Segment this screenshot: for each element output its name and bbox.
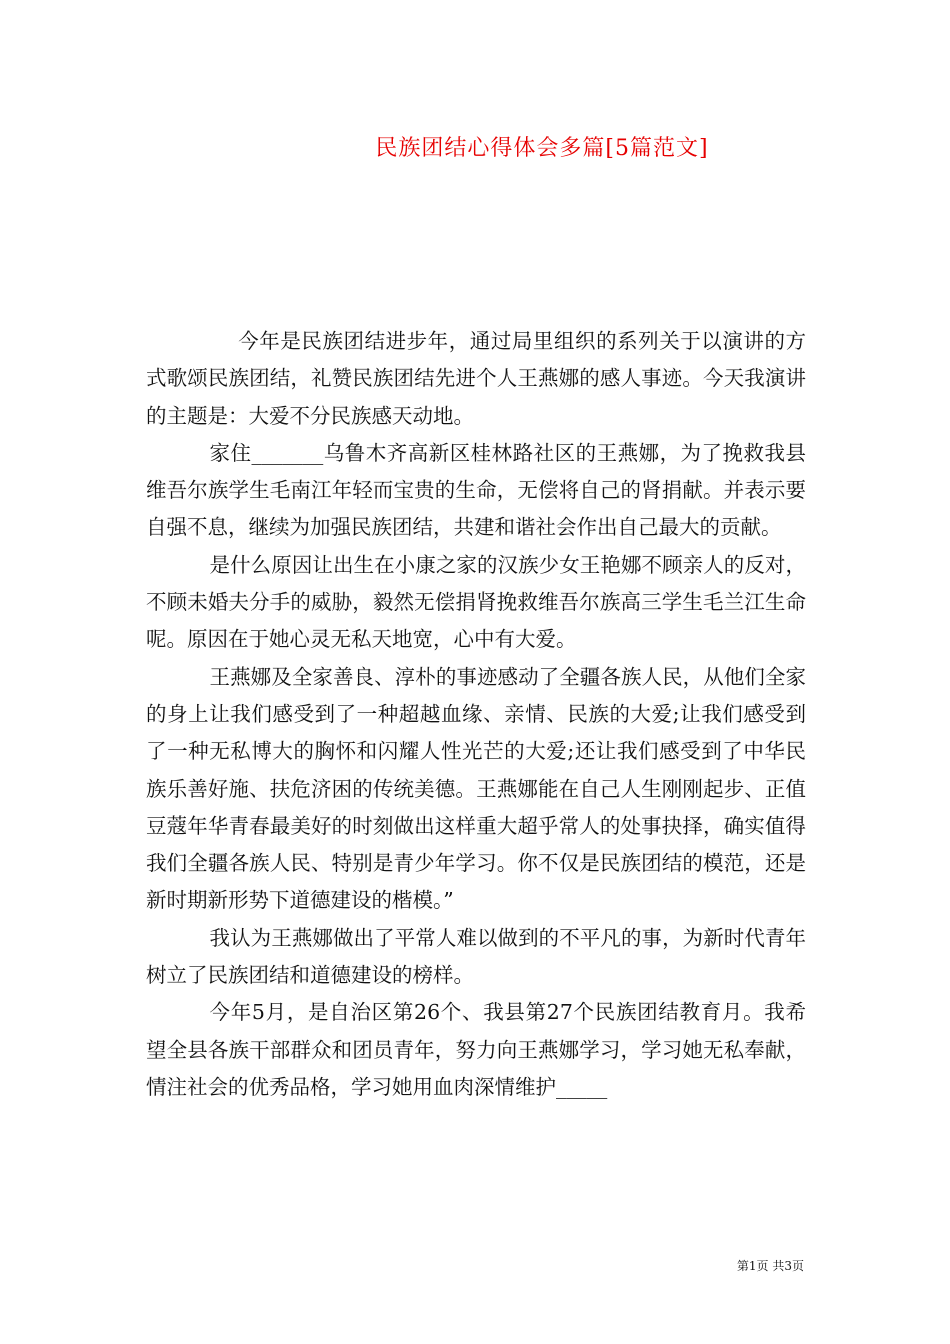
document-title: 民族团结心得体会多篇[5篇范文] [375, 136, 709, 161]
page-number-footer: 第1页 共3页 [736, 1259, 804, 1273]
paragraph: 我认为王燕娜做出了平常人难以做到的不平凡的事，为新时代青年树立了民族团结和道德建设的榜样。 [146, 925, 806, 988]
paragraph: 王燕娜及全家善良、淳朴的事迹感动了全疆各族人民，从他们全家的身上让我们感受到了一种超越血缘、亲情、民族的大爱;让我们感受到了一种无私博大的胸怀和闪耀人性光芒的大爱;还让我们感受到了中华民族乐善好施、扶危济困的传统美德。王燕娜能在自己人生刚刚起步、正值豆蔻年华青春最美好的时刻做出这样重大超乎常人的处事抉择，确实值得我们全疆各族人民、特别是青少年学习。你不仅是民族团结的模范，还是新时期新形势下道德建设的楷模。” [146, 664, 806, 913]
paragraph: 今年是民族团结进步年，通过局里组织的系列关于以演讲的方式歌颂民族团结，礼赞民族团结先进个人王燕娜的感人事迹。今天我演讲的主题是：大爱不分民族感天动地。 [146, 329, 806, 428]
paragraph: 今年5月，是自治区第26个、我县第27个民族团结教育月。我希望全县各族干部群众和团员青年，努力向王燕娜学习，学习她无私奉献，情注社会的优秀品格，学习她用血肉深情维护_____ [146, 1000, 806, 1099]
paragraph: 家住_______乌鲁木齐高新区桂林路社区的王燕娜，为了挽救我县维吾尔族学生毛南江年轻而宝贵的生命，无偿将自己的肾捐献。并表示要自强不息，继续为加强民族团结，共建和谐社会作出自己最大的贡献。 [146, 440, 806, 540]
paragraph: 是什么原因让出生在小康之家的汉族少女王艳娜不顾亲人的反对，不顾未婚夫分手的威胁，毅然无偿捐肾挽救维吾尔族高三学生毛兰江生命呢。原因在于她心灵无私天地宽，心中有大爱。 [146, 552, 806, 652]
document-body [146, 323, 806, 1106]
